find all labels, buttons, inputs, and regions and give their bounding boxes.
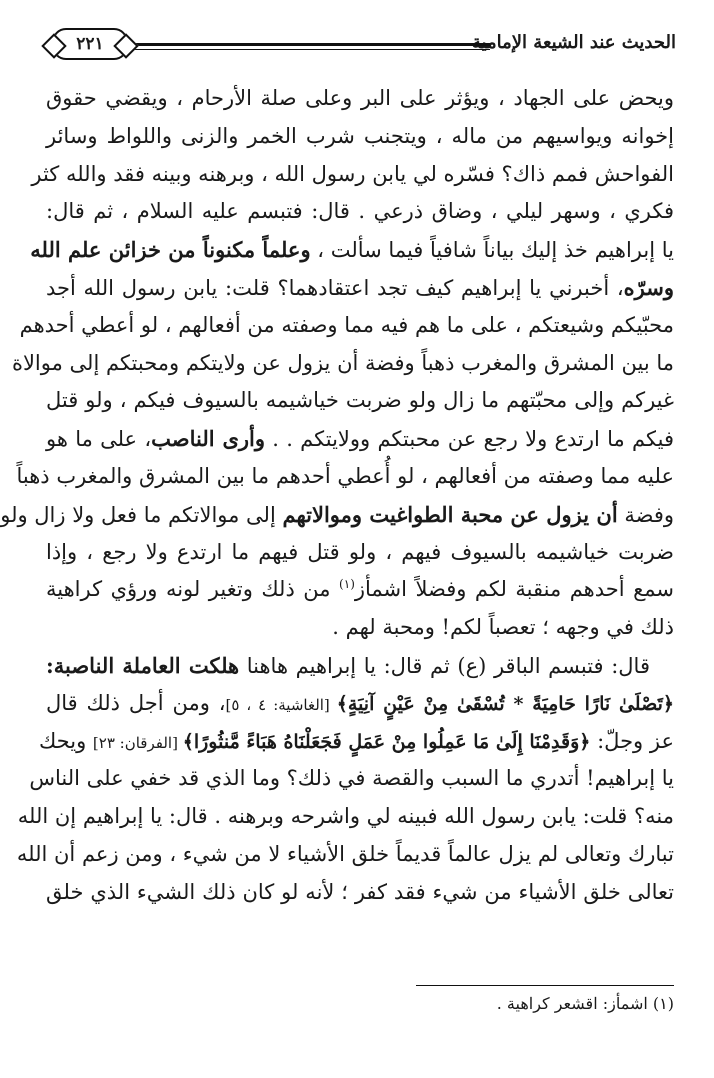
quran-verse: ﴿وَقَدِمْنَا إِلَىٰ مَا عَمِلُوا مِنْ عَمَلٍ فَجَعَلْنَاهُ هَبَاءً مَّنثُورًا﴾: [182, 730, 591, 753]
text-line: ضربت خياشيمه بالسيوف فيهم ، ولو قتل فيهم ما ارتدع ولا رجع ، وإذا: [46, 539, 674, 564]
verse-reference: [الغاشية: ٤ ، ٥]: [225, 695, 337, 714]
text-line: محبّيكم وشيعتكم ، على ما هم فيه مما وصفته من أفعالهم ، لو أعطي أحدهم: [19, 312, 674, 337]
text-line: [30, 231, 674, 269]
text-line: [46, 685, 674, 723]
bold-phrase: أن يزول عن محبة الطواغيت وموالاتهم: [282, 501, 618, 527]
text-span: من ذلك وتغير لونه ورؤي كراهية: [46, 577, 340, 602]
verse-reference: [الفرقان: ٢٣]: [92, 733, 183, 752]
text-span: ، على ما هو: [46, 427, 152, 452]
quran-verse: ﴿تَصْلَىٰ نَارًا حَامِيَةً * تُسْقَىٰ مِنْ عَيْنٍ آنِيَةٍ﴾: [336, 692, 674, 715]
text-line: فكري ، وسهر ليلي ، وضاق ذرعي . قال: فتبسم عليه السلام ، ثم قال:: [46, 199, 674, 224]
bold-phrase: وسرّه: [623, 274, 674, 300]
text-line: تبارك وتعالى لم يزل عالماً قديماً خلق الأشياء لا من شيء ، ومن زعم أن الله: [16, 841, 674, 866]
text-line: تعالى خلق الأشياء من شيء فقد كفر ؛ لأنه لو كان ذلك الشيء الذي خلق: [46, 879, 674, 904]
bold-phrase: هلكت العاملة الناصبة:: [46, 652, 240, 678]
page-number: ٢٢١: [52, 28, 128, 60]
text-span: عز وجلّ:: [590, 728, 674, 753]
header-rule-thin: [130, 49, 490, 50]
footnote-marker: (١): [339, 577, 355, 592]
footnote-separator: [416, 985, 674, 986]
text-span: سمع أحدهم منقبة لكم وفضلاً اشمأز: [354, 577, 674, 602]
text-line: [0, 496, 674, 534]
bold-phrase: وأرى الناصب: [151, 426, 266, 452]
text-line: إخوانه ويواسيهم من ماله ، ويتجنب شرب الخمر والزنى واللواط وسائر: [46, 123, 674, 148]
page-header: [46, 26, 676, 66]
text-line: ويحض على الجهاد ، ويؤثر على البر وعلى صلة الأرحام ، ويقضي حقوق: [46, 86, 674, 110]
text-span: فيكم ما ارتدع ولا رجع عن محبتكم وولايتكم . .: [265, 427, 675, 452]
text-line: [38, 723, 674, 761]
footnote: (١) اشمأز: اقشعر كراهية .: [496, 994, 674, 1013]
text-span: يا إبراهيم خذ إليك بياناً شافياً فيما سألت ،: [310, 238, 674, 263]
text-line: ما بين المشرق والمغرب ذهباً وفضة أن يزول عن ولايتكم ومحبتكم إلى موالاة: [11, 350, 674, 375]
text-line: [46, 647, 674, 685]
text-span: إلى موالاتكم ما فعل ولا زال ولو: [0, 502, 283, 527]
text-line: ذلك في وجهه ؛ تعصباً لكم! ومحبة لهم .: [332, 615, 674, 640]
text-line: [46, 571, 674, 609]
bold-phrase: وعلماً مكنوناً من خزائن علم الله: [30, 237, 311, 263]
text-line: عليه مما وصفته من أفعالهم ، لو أُعطي أحدهم ما بين المشرق والمغرب ذهباً: [16, 463, 674, 488]
running-title: الحديث عند الشيعة الإمامية: [471, 32, 676, 53]
text-span: قال: فتبسم الباقر (ع) ثم قال: يا إبراهيم هاهنا: [239, 653, 650, 678]
text-line: غيركم وإلى محبّتهم ما زال ولو ضربت خياشيمه بالسيوف فيكم ، ولو قتل: [46, 388, 674, 413]
text-span: ويحك: [38, 728, 93, 753]
text-line: الفواحش فمم ذاك؟ فسّره لي يابن رسول الله ، وبرهنه وبينه فقد والله كثر: [31, 161, 674, 186]
text-span: وفضة: [617, 502, 674, 527]
text-line: [46, 420, 674, 458]
text-span: ، ومن أجل ذلك قال: [46, 690, 226, 715]
body-text: [0, 80, 675, 912]
text-line: منه؟ قلت: يابن رسول الله فبينه لي واشرحه وبرهنه . قال: يا إبراهيم إن الله: [17, 804, 674, 829]
header-rule: [130, 43, 490, 46]
text-line: يا إبراهيم! أتدري ما السبب والقصة في ذلك؟ وما الذي قد خفي على الناس: [29, 766, 674, 791]
text-span: ، أخبرني يا إبراهيم كيف تجد اعتقادهما؟ قلت: يابن رسول الله أجد: [46, 275, 624, 300]
text-line: [46, 269, 674, 307]
